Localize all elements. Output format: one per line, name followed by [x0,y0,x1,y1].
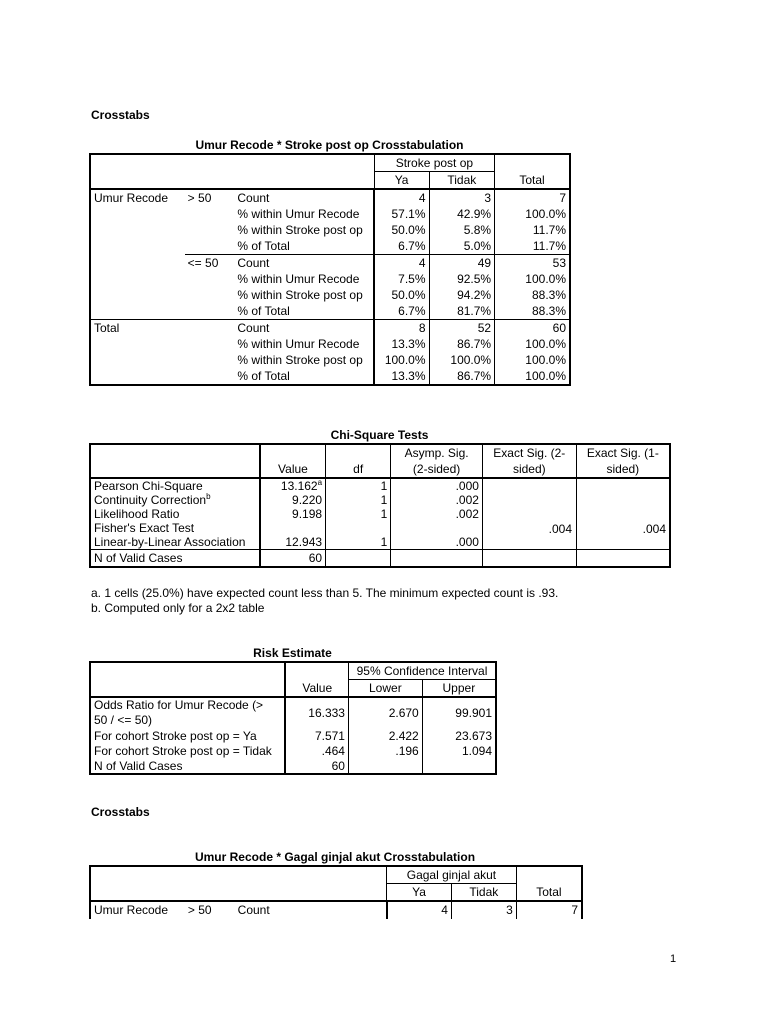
cell-value: 50.0% [391,223,426,237]
cell-value: 88.3% [495,287,570,303]
stat-label: % within Stroke post op [234,352,374,368]
stat-label: % of Total [234,303,374,320]
col-header-df: df [326,444,391,478]
cell-value: 60 [495,320,570,337]
crosstab-table [89,153,571,386]
cell-value: 1 [326,535,391,550]
col-header-tidak: Tidak [429,172,495,190]
cell-value: 6.7% [374,303,429,320]
group-label: > 50 [187,191,212,205]
cell-value: 7 [516,901,582,918]
col-header-asymp-2: (2-sided) [391,461,483,478]
cell-value: 2.422 [348,728,422,743]
cell-value: 94.2% [429,287,495,303]
stat-label: Count [234,320,374,337]
cell-value: 7.5% [398,272,426,286]
row-label: N of Valid Cases [90,758,285,774]
crosstab-title: Umur Recode * Gagal ginjal akut Crosstabulation [194,850,476,864]
cell-value: 9.198 [292,507,323,521]
cell-value: 11.7% [495,238,570,255]
col-header-ya: Ya [387,884,452,902]
risk-estimate-table [89,661,497,775]
section-heading: Crosstabs [91,108,150,122]
cell-value: 6.7% [374,238,429,255]
cell-value: 1 [326,493,391,507]
cell-value: 99.901 [422,697,496,728]
row-variable-label: Umur Recode [90,901,185,918]
cell-value: 11.7% [495,222,570,238]
cell-value: 3 [429,189,495,206]
col-header-exact1: Exact Sig. (1- [576,444,670,461]
risk-estimate-title: Risk Estimate [253,646,332,660]
value-text: 13.162 [280,479,318,493]
cell-value: 3 [451,901,516,918]
chi-square-title: Chi-Square Tests [330,428,429,442]
col-header-ci: 95% Confidence Interval [348,662,496,680]
cell-value: 13.3% [391,337,426,351]
group-header: Gagal ginjal akut [387,866,517,884]
cell-value: 100.0% [495,352,570,368]
col-header-exact2: Exact Sig. (2- [482,444,576,461]
col-header-ya: Ya [374,172,429,190]
row-label [90,493,260,507]
cell-value: 86.7% [429,336,495,352]
cell-value: .000 [391,478,483,493]
cell-value: 81.7% [429,303,495,320]
crosstab-title: Umur Recode * Stroke post op Crosstabulation [195,138,464,152]
cell-value: 12.943 [260,535,326,550]
cell-value: 23.673 [422,728,496,743]
cell-value: 50.0% [391,288,426,302]
cell-value: 1 [326,507,391,521]
cell-value [260,478,326,493]
row-label: For cohort Stroke post op = Tidak [90,743,285,758]
label-line-2: 50 / <= 50) [94,713,153,727]
row-variable-label: Umur Recode [90,189,185,206]
fisher-exact-1sided: .004 [642,522,666,536]
stat-label: Count [234,255,374,272]
cell-value: 7.571 [314,729,345,743]
row-label: Linear-by-Linear Association [90,535,260,550]
footnote-b: b. Computed only for a 2x2 table [91,601,265,615]
cell-value: 53 [495,255,570,272]
col-header-total: Total [516,884,582,902]
cell-value: 49 [429,255,495,272]
col-header-asymp: Asymp. Sig. [391,444,483,461]
fisher-exact-2sided: .004 [548,522,572,536]
cell-value: 13.3% [374,368,429,385]
cell-value: 100.0% [384,353,426,367]
cell-value: 88.3% [495,303,570,320]
cell-value: .196 [348,743,422,758]
cell-value: 57.1% [391,207,426,221]
group-label: > 50 [187,903,212,917]
cell-value: 100.0% [429,352,495,368]
cell-value: .000 [391,535,483,550]
stat-label: % within Umur Recode [234,271,374,287]
cell-value: 52 [429,320,495,337]
stat-label: Count [235,901,387,918]
stat-label: % within Umur Recode [234,206,374,222]
cell-value: 92.5% [429,271,495,287]
cell-value: 42.9% [429,206,495,222]
footnote-mark: b [206,492,211,501]
cell-value: 7 [495,189,570,206]
cell-value: 100.0% [495,336,570,352]
footnote-a: a. 1 cells (25.0%) have expected count less than 5. The minimum expected count is .93. [91,586,559,600]
cell-value: 9.220 [292,493,323,507]
col-header-exact1-2: sided) [576,461,670,478]
cell-value: 60 [260,550,326,568]
group-header: Stroke post op [374,154,494,172]
cell-value: 1.094 [422,743,496,758]
stat-label: % of Total [234,368,374,385]
cell-value: .464 [321,744,345,758]
group-label: <= 50 [187,256,219,270]
col-header-upper: Upper [422,680,496,698]
stat-label: % of Total [234,238,374,255]
section-heading: Crosstabs [91,805,150,819]
row-label: For cohort Stroke post op = Ya [90,728,285,743]
cell-value: 100.0% [495,368,570,385]
cell-value: 2.670 [348,697,422,728]
cell-value: 5.8% [429,222,495,238]
cell-value: 4 [418,191,426,205]
cell-value: 8 [418,321,426,335]
crosstab-table-partial [89,865,583,919]
col-header-value: Value [285,662,348,697]
cell-value: 4 [441,903,448,917]
cell-value: 86.7% [429,368,495,385]
chi-square-table [89,443,671,568]
col-header-total: Total [495,172,570,190]
cell-value: 16.333 [308,705,345,720]
label-text: Continuity Correction [94,493,207,507]
label-line-1: Odds Ratio for Umur Recode (> [94,698,264,712]
row-label: Pearson Chi-Square [90,478,260,493]
row-label [90,697,285,728]
cell-value: .002 [391,493,483,507]
stat-label: % within Umur Recode [234,336,374,352]
row-label: Fisher's Exact Test [90,521,260,535]
stat-label: Count [234,189,374,206]
cell-value: .002 [391,507,483,521]
stat-label: % within Stroke post op [234,287,374,303]
cell-value: 1 [326,478,391,493]
cell-value: 4 [418,256,426,270]
col-header-lower: Lower [348,680,422,698]
cell-value: 5.0% [429,238,495,255]
total-label: Total [90,320,234,337]
col-header-exact2-2: sided) [482,461,576,478]
cell-value: 100.0% [495,206,570,222]
row-label: Likelihood Ratio [90,507,260,521]
col-header-value: Value [260,444,326,478]
footnote-mark: a [317,478,323,487]
stat-label: % within Stroke post op [234,222,374,238]
row-label: N of Valid Cases [90,550,260,568]
page-number: 1 [670,953,677,965]
cell-value: 100.0% [495,271,570,287]
cell-value: 60 [285,758,348,774]
col-header-tidak: Tidak [451,884,516,902]
